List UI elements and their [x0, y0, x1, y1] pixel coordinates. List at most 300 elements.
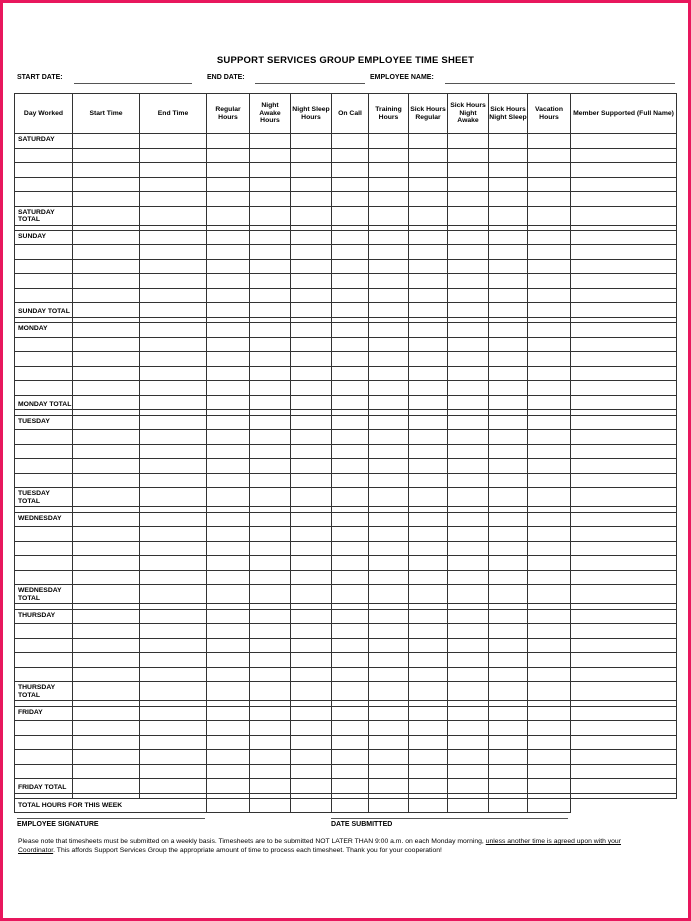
entry-cell[interactable]: [448, 779, 489, 794]
entry-cell[interactable]: [140, 148, 207, 163]
entry-cell[interactable]: [207, 624, 250, 639]
entry-cell[interactable]: [409, 245, 448, 260]
entry-cell[interactable]: [207, 667, 250, 682]
entry-cell[interactable]: [448, 230, 489, 245]
entry-cell[interactable]: [332, 609, 369, 624]
entry-cell[interactable]: [332, 473, 369, 488]
entry-cell[interactable]: [207, 556, 250, 571]
entry-cell[interactable]: [409, 512, 448, 527]
entry-cell[interactable]: [332, 337, 369, 352]
entry-cell[interactable]: [73, 323, 140, 338]
entry-cell[interactable]: [571, 323, 677, 338]
entry-cell[interactable]: [448, 288, 489, 303]
entry-cell[interactable]: [207, 459, 250, 474]
entry-cell[interactable]: [369, 667, 409, 682]
entry-cell[interactable]: [291, 134, 332, 149]
entry-cell[interactable]: [250, 527, 291, 542]
entry-cell[interactable]: [73, 473, 140, 488]
entry-cell[interactable]: [369, 259, 409, 274]
entry-cell[interactable]: [332, 192, 369, 207]
entry-cell[interactable]: [291, 177, 332, 192]
entry-cell[interactable]: [250, 488, 291, 507]
entry-cell[interactable]: [291, 556, 332, 571]
entry-cell[interactable]: [73, 381, 140, 396]
entry-cell[interactable]: [291, 624, 332, 639]
entry-cell[interactable]: [528, 177, 571, 192]
entry-cell[interactable]: [207, 245, 250, 260]
entry-cell[interactable]: [140, 721, 207, 736]
day-cell[interactable]: [15, 444, 73, 459]
entry-cell[interactable]: [489, 245, 528, 260]
entry-cell[interactable]: [369, 527, 409, 542]
entry-cell[interactable]: [332, 541, 369, 556]
entry-cell[interactable]: [489, 352, 528, 367]
entry-cell[interactable]: [207, 148, 250, 163]
entry-cell[interactable]: [448, 682, 489, 701]
entry-cell[interactable]: [571, 303, 677, 318]
entry-cell[interactable]: [291, 735, 332, 750]
entry-cell[interactable]: [250, 192, 291, 207]
entry-cell[interactable]: [250, 245, 291, 260]
entry-cell[interactable]: [250, 721, 291, 736]
entry-cell[interactable]: [369, 134, 409, 149]
entry-cell[interactable]: [140, 245, 207, 260]
entry-cell[interactable]: [571, 148, 677, 163]
entry-cell[interactable]: [140, 512, 207, 527]
entry-cell[interactable]: [140, 682, 207, 701]
entry-cell[interactable]: [207, 366, 250, 381]
entry-cell[interactable]: [332, 288, 369, 303]
week-total-cell[interactable]: [528, 798, 571, 813]
entry-cell[interactable]: [409, 288, 448, 303]
entry-cell[interactable]: [140, 459, 207, 474]
entry-cell[interactable]: [332, 134, 369, 149]
entry-cell[interactable]: [140, 750, 207, 765]
entry-cell[interactable]: [489, 395, 528, 410]
entry-cell[interactable]: [528, 556, 571, 571]
entry-cell[interactable]: [448, 134, 489, 149]
entry-cell[interactable]: [250, 274, 291, 289]
entry-cell[interactable]: [528, 381, 571, 396]
entry-cell[interactable]: [409, 259, 448, 274]
entry-cell[interactable]: [571, 206, 677, 225]
entry-cell[interactable]: [207, 274, 250, 289]
entry-cell[interactable]: [140, 624, 207, 639]
entry-cell[interactable]: [291, 366, 332, 381]
entry-cell[interactable]: [332, 323, 369, 338]
entry-cell[interactable]: [489, 653, 528, 668]
entry-cell[interactable]: [489, 488, 528, 507]
entry-cell[interactable]: [409, 667, 448, 682]
entry-cell[interactable]: [291, 395, 332, 410]
entry-cell[interactable]: [332, 721, 369, 736]
entry-cell[interactable]: [207, 512, 250, 527]
entry-cell[interactable]: [369, 653, 409, 668]
entry-cell[interactable]: [409, 570, 448, 585]
entry-cell[interactable]: [207, 192, 250, 207]
entry-cell[interactable]: [291, 459, 332, 474]
entry-cell[interactable]: [369, 274, 409, 289]
entry-cell[interactable]: [571, 381, 677, 396]
entry-cell[interactable]: [409, 624, 448, 639]
entry-cell[interactable]: [140, 288, 207, 303]
entry-cell[interactable]: [489, 512, 528, 527]
entry-cell[interactable]: [207, 488, 250, 507]
employee-name-field[interactable]: [445, 83, 675, 84]
entry-cell[interactable]: [448, 274, 489, 289]
entry-cell[interactable]: [207, 395, 250, 410]
entry-cell[interactable]: [528, 721, 571, 736]
week-total-cell[interactable]: [332, 798, 369, 813]
entry-cell[interactable]: [489, 541, 528, 556]
entry-cell[interactable]: [140, 638, 207, 653]
entry-cell[interactable]: [207, 764, 250, 779]
entry-cell[interactable]: [332, 274, 369, 289]
entry-cell[interactable]: [409, 764, 448, 779]
entry-cell[interactable]: [571, 288, 677, 303]
entry-cell[interactable]: [571, 624, 677, 639]
entry-cell[interactable]: [250, 444, 291, 459]
day-cell[interactable]: [15, 148, 73, 163]
entry-cell[interactable]: [140, 609, 207, 624]
entry-cell[interactable]: [571, 585, 677, 604]
entry-cell[interactable]: [369, 303, 409, 318]
entry-cell[interactable]: [489, 527, 528, 542]
entry-cell[interactable]: [73, 721, 140, 736]
entry-cell[interactable]: [332, 259, 369, 274]
entry-cell[interactable]: [489, 609, 528, 624]
entry-cell[interactable]: [571, 527, 677, 542]
week-total-cell[interactable]: [448, 798, 489, 813]
entry-cell[interactable]: [73, 459, 140, 474]
entry-cell[interactable]: [332, 706, 369, 721]
day-cell[interactable]: [15, 556, 73, 571]
week-total-cell[interactable]: [207, 798, 250, 813]
day-cell[interactable]: [15, 624, 73, 639]
entry-cell[interactable]: [528, 230, 571, 245]
entry-cell[interactable]: [409, 206, 448, 225]
entry-cell[interactable]: [250, 638, 291, 653]
entry-cell[interactable]: [291, 638, 332, 653]
entry-cell[interactable]: [250, 473, 291, 488]
entry-cell[interactable]: [291, 303, 332, 318]
entry-cell[interactable]: [332, 638, 369, 653]
entry-cell[interactable]: [140, 177, 207, 192]
entry-cell[interactable]: [571, 415, 677, 430]
entry-cell[interactable]: [571, 459, 677, 474]
entry-cell[interactable]: [571, 512, 677, 527]
entry-cell[interactable]: [528, 430, 571, 445]
entry-cell[interactable]: [489, 303, 528, 318]
entry-cell[interactable]: [489, 177, 528, 192]
entry-cell[interactable]: [207, 323, 250, 338]
entry-cell[interactable]: [140, 381, 207, 396]
entry-cell[interactable]: [571, 230, 677, 245]
entry-cell[interactable]: [409, 721, 448, 736]
day-cell[interactable]: [15, 430, 73, 445]
entry-cell[interactable]: [528, 148, 571, 163]
entry-cell[interactable]: [250, 323, 291, 338]
entry-cell[interactable]: [489, 134, 528, 149]
entry-cell[interactable]: [332, 653, 369, 668]
entry-cell[interactable]: [571, 395, 677, 410]
start-date-field[interactable]: [74, 83, 192, 84]
entry-cell[interactable]: [528, 609, 571, 624]
entry-cell[interactable]: [73, 177, 140, 192]
entry-cell[interactable]: [250, 624, 291, 639]
entry-cell[interactable]: [489, 779, 528, 794]
entry-cell[interactable]: [448, 366, 489, 381]
entry-cell[interactable]: [448, 653, 489, 668]
entry-cell[interactable]: [207, 444, 250, 459]
entry-cell[interactable]: [140, 395, 207, 410]
entry-cell[interactable]: [369, 415, 409, 430]
entry-cell[interactable]: [489, 230, 528, 245]
entry-cell[interactable]: [332, 415, 369, 430]
day-cell[interactable]: [15, 352, 73, 367]
entry-cell[interactable]: [409, 148, 448, 163]
entry-cell[interactable]: [332, 245, 369, 260]
entry-cell[interactable]: [207, 177, 250, 192]
day-cell[interactable]: [15, 721, 73, 736]
entry-cell[interactable]: [73, 337, 140, 352]
entry-cell[interactable]: [332, 750, 369, 765]
entry-cell[interactable]: [207, 682, 250, 701]
day-cell[interactable]: [15, 366, 73, 381]
entry-cell[interactable]: [409, 192, 448, 207]
entry-cell[interactable]: [291, 721, 332, 736]
entry-cell[interactable]: [250, 177, 291, 192]
entry-cell[interactable]: [409, 779, 448, 794]
entry-cell[interactable]: [369, 459, 409, 474]
entry-cell[interactable]: [528, 415, 571, 430]
entry-cell[interactable]: [571, 609, 677, 624]
entry-cell[interactable]: [140, 323, 207, 338]
entry-cell[interactable]: [369, 512, 409, 527]
entry-cell[interactable]: [73, 430, 140, 445]
entry-cell[interactable]: [369, 682, 409, 701]
entry-cell[interactable]: [448, 259, 489, 274]
day-cell[interactable]: [15, 750, 73, 765]
entry-cell[interactable]: [369, 585, 409, 604]
entry-cell[interactable]: [528, 653, 571, 668]
entry-cell[interactable]: [571, 134, 677, 149]
day-cell[interactable]: [15, 459, 73, 474]
entry-cell[interactable]: [571, 473, 677, 488]
entry-cell[interactable]: [369, 323, 409, 338]
entry-cell[interactable]: [528, 779, 571, 794]
entry-cell[interactable]: [73, 570, 140, 585]
entry-cell[interactable]: [369, 638, 409, 653]
entry-cell[interactable]: [369, 556, 409, 571]
entry-cell[interactable]: [250, 682, 291, 701]
entry-cell[interactable]: [528, 323, 571, 338]
entry-cell[interactable]: [73, 667, 140, 682]
entry-cell[interactable]: [332, 430, 369, 445]
week-total-cell[interactable]: [369, 798, 409, 813]
entry-cell[interactable]: [291, 682, 332, 701]
entry-cell[interactable]: [448, 337, 489, 352]
entry-cell[interactable]: [448, 512, 489, 527]
entry-cell[interactable]: [489, 274, 528, 289]
entry-cell[interactable]: [409, 750, 448, 765]
entry-cell[interactable]: [448, 459, 489, 474]
entry-cell[interactable]: [528, 395, 571, 410]
entry-cell[interactable]: [250, 303, 291, 318]
entry-cell[interactable]: [73, 624, 140, 639]
entry-cell[interactable]: [448, 303, 489, 318]
entry-cell[interactable]: [448, 624, 489, 639]
entry-cell[interactable]: [489, 556, 528, 571]
entry-cell[interactable]: [571, 750, 677, 765]
entry-cell[interactable]: [528, 288, 571, 303]
entry-cell[interactable]: [250, 352, 291, 367]
entry-cell[interactable]: [73, 682, 140, 701]
entry-cell[interactable]: [528, 163, 571, 178]
entry-cell[interactable]: [409, 609, 448, 624]
entry-cell[interactable]: [250, 259, 291, 274]
entry-cell[interactable]: [409, 459, 448, 474]
entry-cell[interactable]: [73, 653, 140, 668]
entry-cell[interactable]: [369, 764, 409, 779]
entry-cell[interactable]: [207, 735, 250, 750]
entry-cell[interactable]: [73, 750, 140, 765]
entry-cell[interactable]: [409, 323, 448, 338]
entry-cell[interactable]: [448, 638, 489, 653]
entry-cell[interactable]: [369, 148, 409, 163]
entry-cell[interactable]: [250, 288, 291, 303]
entry-cell[interactable]: [369, 163, 409, 178]
entry-cell[interactable]: [571, 541, 677, 556]
entry-cell[interactable]: [528, 337, 571, 352]
entry-cell[interactable]: [448, 323, 489, 338]
entry-cell[interactable]: [140, 570, 207, 585]
entry-cell[interactable]: [291, 609, 332, 624]
entry-cell[interactable]: [140, 527, 207, 542]
entry-cell[interactable]: [528, 667, 571, 682]
entry-cell[interactable]: [250, 764, 291, 779]
entry-cell[interactable]: [207, 721, 250, 736]
entry-cell[interactable]: [250, 337, 291, 352]
entry-cell[interactable]: [448, 527, 489, 542]
day-cell[interactable]: [15, 570, 73, 585]
entry-cell[interactable]: [571, 779, 677, 794]
entry-cell[interactable]: [250, 541, 291, 556]
entry-cell[interactable]: [528, 527, 571, 542]
entry-cell[interactable]: [140, 430, 207, 445]
entry-cell[interactable]: [73, 303, 140, 318]
entry-cell[interactable]: [528, 134, 571, 149]
day-cell[interactable]: [15, 163, 73, 178]
entry-cell[interactable]: [291, 323, 332, 338]
entry-cell[interactable]: [250, 735, 291, 750]
entry-cell[interactable]: [332, 779, 369, 794]
entry-cell[interactable]: [448, 352, 489, 367]
entry-cell[interactable]: [528, 259, 571, 274]
entry-cell[interactable]: [489, 163, 528, 178]
entry-cell[interactable]: [291, 541, 332, 556]
entry-cell[interactable]: [448, 177, 489, 192]
entry-cell[interactable]: [332, 230, 369, 245]
entry-cell[interactable]: [369, 352, 409, 367]
entry-cell[interactable]: [369, 541, 409, 556]
entry-cell[interactable]: [291, 488, 332, 507]
entry-cell[interactable]: [409, 473, 448, 488]
entry-cell[interactable]: [571, 366, 677, 381]
entry-cell[interactable]: [291, 653, 332, 668]
entry-cell[interactable]: [489, 585, 528, 604]
entry-cell[interactable]: [369, 177, 409, 192]
day-cell[interactable]: [15, 381, 73, 396]
entry-cell[interactable]: [332, 352, 369, 367]
entry-cell[interactable]: [140, 352, 207, 367]
entry-cell[interactable]: [489, 288, 528, 303]
entry-cell[interactable]: [207, 134, 250, 149]
entry-cell[interactable]: [369, 288, 409, 303]
entry-cell[interactable]: [489, 259, 528, 274]
entry-cell[interactable]: [291, 750, 332, 765]
entry-cell[interactable]: [291, 230, 332, 245]
entry-cell[interactable]: [250, 134, 291, 149]
entry-cell[interactable]: [250, 148, 291, 163]
entry-cell[interactable]: [369, 570, 409, 585]
entry-cell[interactable]: [489, 206, 528, 225]
entry-cell[interactable]: [73, 527, 140, 542]
entry-cell[interactable]: [140, 667, 207, 682]
entry-cell[interactable]: [369, 624, 409, 639]
entry-cell[interactable]: [207, 303, 250, 318]
week-total-cell[interactable]: [250, 798, 291, 813]
entry-cell[interactable]: [250, 585, 291, 604]
entry-cell[interactable]: [528, 444, 571, 459]
entry-cell[interactable]: [571, 682, 677, 701]
entry-cell[interactable]: [528, 206, 571, 225]
week-total-cell[interactable]: [409, 798, 448, 813]
entry-cell[interactable]: [571, 245, 677, 260]
entry-cell[interactable]: [207, 779, 250, 794]
day-cell[interactable]: [15, 527, 73, 542]
entry-cell[interactable]: [448, 706, 489, 721]
entry-cell[interactable]: [140, 163, 207, 178]
entry-cell[interactable]: [250, 706, 291, 721]
entry-cell[interactable]: [250, 395, 291, 410]
entry-cell[interactable]: [448, 541, 489, 556]
entry-cell[interactable]: [207, 352, 250, 367]
entry-cell[interactable]: [73, 444, 140, 459]
entry-cell[interactable]: [291, 527, 332, 542]
entry-cell[interactable]: [332, 381, 369, 396]
entry-cell[interactable]: [140, 556, 207, 571]
entry-cell[interactable]: [489, 459, 528, 474]
entry-cell[interactable]: [489, 721, 528, 736]
entry-cell[interactable]: [250, 609, 291, 624]
entry-cell[interactable]: [571, 337, 677, 352]
entry-cell[interactable]: [291, 667, 332, 682]
entry-cell[interactable]: [73, 585, 140, 604]
entry-cell[interactable]: [528, 459, 571, 474]
day-cell[interactable]: [15, 764, 73, 779]
entry-cell[interactable]: [291, 337, 332, 352]
entry-cell[interactable]: [73, 206, 140, 225]
entry-cell[interactable]: [528, 541, 571, 556]
entry-cell[interactable]: [528, 488, 571, 507]
entry-cell[interactable]: [332, 177, 369, 192]
end-date-field[interactable]: [255, 83, 365, 84]
entry-cell[interactable]: [73, 230, 140, 245]
entry-cell[interactable]: [571, 570, 677, 585]
entry-cell[interactable]: [332, 624, 369, 639]
entry-cell[interactable]: [489, 444, 528, 459]
